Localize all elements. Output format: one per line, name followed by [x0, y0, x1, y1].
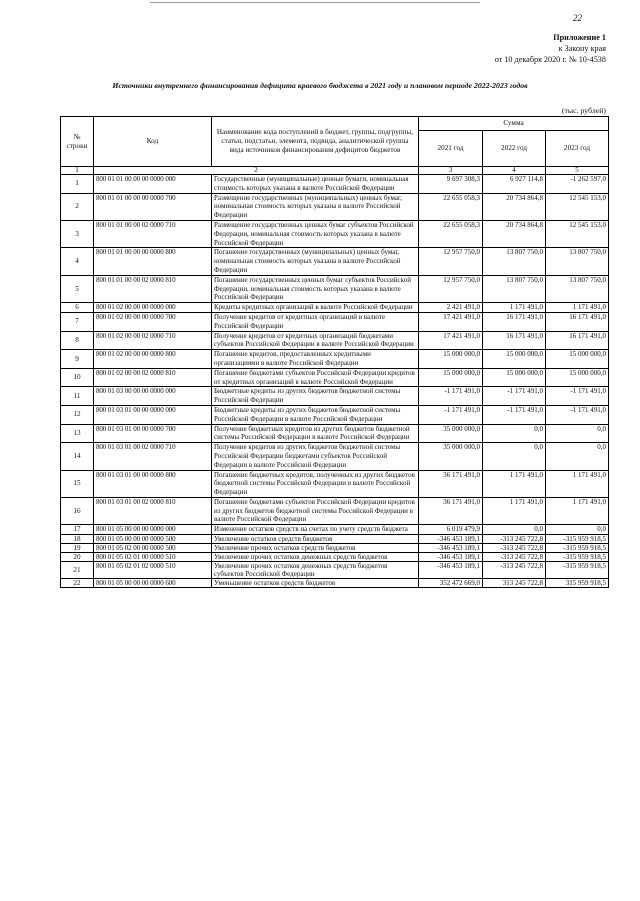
row-name: Получение кредитов из других бюджетов бюджетной системы Российской Федерации бюджетами субъектов Российской Федерации в валюте Российской Федерации [212, 443, 419, 470]
row-value-2023: 1 171 491,0 [546, 470, 609, 497]
table-row [61, 303, 609, 313]
row-value-2021: 36 171 491,0 [419, 497, 483, 524]
row-value-2022: 13 807 750,0 [483, 248, 546, 275]
table-row [61, 525, 609, 535]
row-name: Погашение кредитов, предоставленных кредитными организациями в валюте Российской Федерации [212, 350, 419, 369]
row-value-2022: 20 734 864,8 [483, 220, 546, 247]
appendix-title: Приложение 1 [553, 33, 606, 42]
row-number: 16 [61, 497, 94, 524]
row-value-2021: 9 697 308,3 [419, 175, 483, 194]
row-number: 18 [61, 535, 94, 544]
row-value-2023: 0,0 [546, 525, 609, 535]
row-number: 5 [61, 275, 94, 302]
row-code: 800 01 02 00 00 02 0000 710 [94, 331, 212, 350]
row-value-2023: 15 000 000,0 [546, 350, 609, 369]
row-number: 9 [61, 350, 94, 369]
page-number: 22 [573, 13, 582, 23]
row-number: 22 [61, 579, 94, 588]
row-code: 800 01 05 00 00 00 0000 600 [94, 579, 212, 588]
row-number: 10 [61, 368, 94, 387]
table-row [61, 368, 609, 387]
header-year-2023: 2023 год [546, 131, 609, 167]
row-value-2021: -1 171 491,0 [419, 387, 483, 406]
table-row [61, 220, 609, 247]
row-value-2023: -1 171 491,0 [546, 405, 609, 424]
row-number: 12 [61, 405, 94, 424]
table-row [61, 562, 609, 579]
row-number: 17 [61, 525, 94, 535]
row-value-2023: -315 959 918,5 [546, 544, 609, 553]
row-name: Погашение государственных (муниципальных) ценных бумаг, номинальная стоимость которых указана в валюте Российской Федерации [212, 248, 419, 275]
row-name: Бюджетные кредиты из других бюджетов бюджетной системы Российской Федерации в валюте Российской Федерации [212, 405, 419, 424]
row-value-2021: 15 000 000,0 [419, 368, 483, 387]
row-value-2022: -313 245 722,8 [483, 562, 546, 579]
row-number: 15 [61, 470, 94, 497]
row-value-2021: 2 421 491,0 [419, 303, 483, 313]
row-number: 4 [61, 248, 94, 275]
row-value-2022: 13 807 750,0 [483, 275, 546, 302]
top-scan-rule [150, 2, 480, 3]
row-value-2023: 315 959 918,5 [546, 579, 609, 588]
row-value-2022: -313 245 722,8 [483, 544, 546, 553]
row-number: 19 [61, 544, 94, 553]
row-name: Бюджетные кредиты из других бюджетов бюджетной системы Российской Федерации [212, 387, 419, 406]
row-value-2021: 15 000 000,0 [419, 350, 483, 369]
row-value-2021: 12 957 750,0 [419, 275, 483, 302]
appendix-law-ref: к Закону края [558, 44, 606, 53]
row-code: 800 01 03 01 00 00 0000 800 [94, 470, 212, 497]
row-value-2023: -1 262 597,0 [546, 175, 609, 194]
row-value-2022: -313 245 722,8 [483, 553, 546, 562]
appendix-block [495, 32, 606, 65]
table-row [61, 544, 609, 553]
table-row [61, 553, 609, 562]
table-row [61, 275, 609, 302]
header-sum: Сумма [419, 117, 609, 131]
row-code: 800 01 03 01 00 02 0000 810 [94, 497, 212, 524]
row-value-2022: 1 171 491,0 [483, 303, 546, 313]
row-value-2021: 17 421 491,0 [419, 312, 483, 331]
row-value-2023: 1 171 491,0 [546, 303, 609, 313]
row-value-2022: -1 171 491,0 [483, 387, 546, 406]
row-code: 800 01 05 02 01 02 0000 510 [94, 562, 212, 579]
row-code: 800 01 03 01 00 02 0000 710 [94, 443, 212, 470]
table-row [61, 470, 609, 497]
row-name: Кредиты кредитных организаций в валюте Российской Федерации [212, 303, 419, 313]
row-code: 800 01 01 00 00 00 0000 700 [94, 193, 212, 220]
row-value-2023: 13 807 750,0 [546, 275, 609, 302]
row-code: 800 01 01 00 00 02 0000 810 [94, 275, 212, 302]
row-name: Увеличение прочих остатков средств бюджетов [212, 544, 419, 553]
table-row [61, 193, 609, 220]
row-number: 20 [61, 553, 94, 562]
row-code: 800 01 01 00 00 00 0000 000 [94, 175, 212, 194]
row-value-2023: 13 807 750,0 [546, 248, 609, 275]
row-name: Погашение бюджетами субъектов Российской Федерации кредитов от кредитных организаций в валюте Российской Федерации [212, 368, 419, 387]
units-label: (тыс. рублей) [561, 106, 606, 115]
row-value-2022: 15 000 000,0 [483, 350, 546, 369]
row-value-2023: 15 000 000,0 [546, 368, 609, 387]
table-row [61, 579, 609, 588]
row-code: 800 01 05 00 00 00 0000 000 [94, 525, 212, 535]
row-code: 800 01 02 00 00 00 0000 000 [94, 303, 212, 313]
row-code: 800 01 02 00 00 02 0000 810 [94, 368, 212, 387]
row-value-2023: 16 171 491,0 [546, 331, 609, 350]
row-value-2021: 36 171 491,0 [419, 470, 483, 497]
header-name: Наименование кода поступлений в бюджет, группы, подгруппы, статьи, подстатьи, элемента, подвида, аналитической группы вида источников финансирования дефицитов бюджетов [212, 117, 419, 167]
row-value-2021: 22 655 058,3 [419, 193, 483, 220]
table-row [61, 312, 609, 331]
document-title: Источники внутреннего финансирования дефицита краевого бюджета в 2021 году и плановом периоде 2022-2023 годов [112, 81, 528, 90]
table-row [61, 424, 609, 443]
row-name: Изменение остатков средств на счетах по учету средств бюджета [212, 525, 419, 535]
row-value-2021: -346 453 189,1 [419, 553, 483, 562]
row-number: 21 [61, 562, 94, 579]
table-row [61, 443, 609, 470]
row-number: 11 [61, 387, 94, 406]
row-value-2022: 0,0 [483, 443, 546, 470]
row-value-2022: 6 927 114,8 [483, 175, 546, 194]
row-value-2023: 12 545 153,0 [546, 220, 609, 247]
column-number: 2 [94, 167, 419, 175]
row-name: Получение кредитов от кредитных организаций бюджетами субъектов Российской Федерации в валюте Российской Федерации [212, 331, 419, 350]
row-value-2022: 1 171 491,0 [483, 497, 546, 524]
row-number: 7 [61, 312, 94, 331]
table-row [61, 405, 609, 424]
row-code: 800 01 03 01 00 00 0000 700 [94, 424, 212, 443]
row-name: Получение бюджетных кредитов из других бюджетов бюджетной системы Российской Федерации в валюте Российской Федерации [212, 424, 419, 443]
row-value-2022: 1 171 491,0 [483, 470, 546, 497]
row-value-2021: 352 472 669,0 [419, 579, 483, 588]
row-value-2021: 12 957 750,0 [419, 248, 483, 275]
row-value-2021: -1 171 491,0 [419, 405, 483, 424]
row-value-2023: -315 959 918,5 [546, 562, 609, 579]
column-number: 5 [546, 167, 609, 175]
table-row [61, 248, 609, 275]
row-value-2023: -315 959 918,5 [546, 535, 609, 544]
row-value-2022: 15 000 000,0 [483, 368, 546, 387]
row-value-2023: -315 959 918,5 [546, 553, 609, 562]
row-value-2022: 0,0 [483, 525, 546, 535]
table-row [61, 175, 609, 194]
row-value-2023: 12 545 153,0 [546, 193, 609, 220]
row-code: 800 01 03 00 00 00 0000 000 [94, 387, 212, 406]
row-name: Размещение государственных (муниципальных) ценных бумаг, номинальная стоимость которых указана в валюте Российской Федерации [212, 193, 419, 220]
table-row [61, 387, 609, 406]
row-code: 800 01 01 00 00 02 0000 710 [94, 220, 212, 247]
column-number: 1 [61, 167, 94, 175]
table-row [61, 497, 609, 524]
header-year-2021: 2021 год [419, 131, 483, 167]
row-value-2021: 6 019 479,9 [419, 525, 483, 535]
column-number: 4 [483, 167, 546, 175]
row-name: Увеличение прочих остатков денежных средств бюджетов субъектов Российской Федерации [212, 562, 419, 579]
row-code: 800 01 05 00 00 00 0000 500 [94, 535, 212, 544]
row-name: Получение кредитов от кредитных организаций в валюте Российской Федерации [212, 312, 419, 331]
row-value-2021: 17 421 491,0 [419, 331, 483, 350]
row-code: 800 01 05 02 00 00 0000 500 [94, 544, 212, 553]
row-code: 800 01 02 00 00 00 0000 800 [94, 350, 212, 369]
appendix-date: от 10 декабря 2020 г. № 10-4538 [494, 55, 606, 64]
row-value-2022: 313 245 722,8 [483, 579, 546, 588]
row-value-2022: 20 734 864,8 [483, 193, 546, 220]
row-value-2022: 16 171 491,0 [483, 331, 546, 350]
row-number: 8 [61, 331, 94, 350]
row-value-2022: -1 171 491,0 [483, 405, 546, 424]
row-value-2023: 1 171 491,0 [546, 497, 609, 524]
table-row [61, 350, 609, 369]
row-value-2022: 0,0 [483, 424, 546, 443]
header-year-2022: 2022 год [483, 131, 546, 167]
row-number: 13 [61, 424, 94, 443]
row-value-2021: 35 000 000,0 [419, 424, 483, 443]
row-value-2022: -313 245 722,8 [483, 535, 546, 544]
row-code: 800 01 02 00 00 00 0000 700 [94, 312, 212, 331]
row-number: 1 [61, 175, 94, 194]
header-code: Код [94, 117, 212, 167]
row-value-2021: -346 453 189,1 [419, 562, 483, 579]
row-number: 14 [61, 443, 94, 470]
table-body [61, 175, 609, 588]
row-value-2023: -1 171 491,0 [546, 387, 609, 406]
row-number: 3 [61, 220, 94, 247]
row-name: Государственные (муниципальные) ценные бумаги, номинальная стоимость которых указана в валюте Российской Федерации [212, 175, 419, 194]
row-name: Размещение государственных ценных бумаг субъектов Российской Федерации, номинальная стоимость которых указана в валюте Российской Федерации [212, 220, 419, 247]
row-value-2021: 35 000 000,0 [419, 443, 483, 470]
row-name: Увеличение остатков средств бюджетов [212, 535, 419, 544]
row-number: 2 [61, 193, 94, 220]
row-name: Уменьшение остатков средств бюджетов [212, 579, 419, 588]
row-value-2022: 16 171 491,0 [483, 312, 546, 331]
row-name: Погашение государственных ценных бумаг субъектов Российской Федерации, номинальная стоимость которых указана в валюте Российской Федерации [212, 275, 419, 302]
row-value-2021: 22 655 058,3 [419, 220, 483, 247]
row-value-2023: 0,0 [546, 443, 609, 470]
row-code: 800 01 05 02 01 00 0000 510 [94, 553, 212, 562]
row-value-2021: -346 453 189,1 [419, 535, 483, 544]
row-code: 800 01 01 00 00 00 0000 800 [94, 248, 212, 275]
header-row-number: № строки [61, 117, 94, 167]
row-name: Погашение бюджетных кредитов, полученных из других бюджетов бюджетной системы Российской Федерации в валюте Российской Федерации [212, 470, 419, 497]
row-name: Увеличение прочих остатков денежных средств бюджетов [212, 553, 419, 562]
row-value-2023: 0,0 [546, 424, 609, 443]
row-code: 800 01 03 01 00 00 0000 000 [94, 405, 212, 424]
row-name: Погашение бюджетами субъектов Российской Федерации кредитов из других бюджетов бюджетной системы Российской Федерации в валюте Российской Федерации [212, 497, 419, 524]
row-number: 6 [61, 303, 94, 313]
table-row [61, 331, 609, 350]
row-value-2021: -346 453 189,1 [419, 544, 483, 553]
table-row [61, 535, 609, 544]
column-number: 3 [419, 167, 483, 175]
financing-table [60, 116, 609, 588]
row-value-2023: 16 171 491,0 [546, 312, 609, 331]
